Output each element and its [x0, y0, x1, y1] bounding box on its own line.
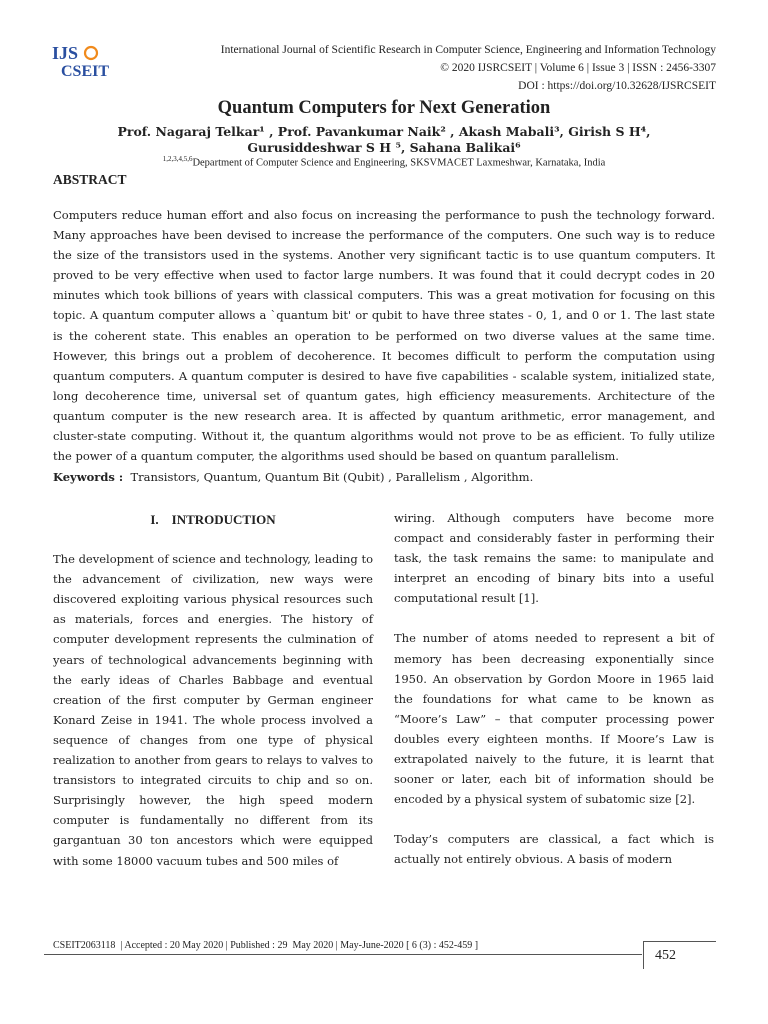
intro-paragraph-1: The development of science and technology, leading to the advancement of civilization, new ways were discovered exploiting various physical resources such as materials, forces and energies. The history of computer development represents the culmination of years of technological advancements beginning with the early ideas of Charles Babbage and eventual creation of the first computer by German engineer Konard Zeise in 1941. The whole process involved a sequence of changes from one type of physical realization to another from gears to relays to valves to transistors to integrated circuits to chip and so on. Surprisingly however, the high speed modern computer is fundamentally no different from its gargantuan 30 ton ancestors which were equipped with some 18000 vacuum tubes and 500 miles of — [53, 552, 373, 868]
volume-info: © 2020 IJSRCSEIT | Volume 6 | Issue 3 | ISSN : 2456-3307 — [440, 62, 716, 74]
keywords — [53, 470, 533, 484]
keywords-list: Transistors, Quantum, Quantum Bit (Qubit) , Parallelism , Algorithm. — [123, 470, 534, 484]
right-column — [394, 508, 714, 870]
logo-circle-icon — [85, 47, 97, 59]
abstract-body: Computers reduce human effort and also focus on increasing the performance to push the technology forward. Many approaches have been devised to increase the performance of the computers. One such way is to reduce the size of the transistors used in the systems. Another very significant tactic is to use quantum computers. It proved to be very effective when used to factor large numbers. It was found that it could decrypt codes in 20 minutes which took billions of years with classical computers. This was a great motivation for focusing on this topic. A quantum computer allows a `quantum bit' or qubit to have three states - 0, 1, and 0 or 1. The last state is the coherent state. This enables an operation to be performed on two diverse values at the same time. However, this brings out a problem of decoherence. It becomes difficult to perform the computation using quantum computers. A quantum computer is desired to have five capabilities - scalable system, initialized state, long decoherence time, universal set of quantum gates, high efficiency measurements. Architecture of the quantum computer is the new research area. It is affected by quantum arithmetic, error management, and cluster-state computing. Without it, the quantum algorithms would not prove to be as efficient. To fully utilize the power of a quantum computer, the algorithms used should be based on quantum parallelism. — [53, 208, 715, 464]
logo-text-top: IJS — [52, 43, 79, 63]
journal-name: International Journal of Scientific Research in Computer Science, Engineering and Information Technology — [220, 44, 716, 56]
intro-paragraph-2: wiring. Although computers have become more compact and considerably faster in performing their task, the task remains the same: to manipulate and interpret an encoding of binary bits into a useful computational result [1]. — [394, 511, 714, 606]
page-number: 452 — [655, 948, 676, 963]
left-column — [53, 510, 373, 871]
authors-line-2: Gurusiddeshwar S H ⁵, Sahana Balikai⁶ — [247, 140, 521, 155]
journal-logo — [50, 42, 120, 82]
abstract-heading: ABSTRACT — [53, 172, 127, 187]
authors-line-1: Prof. Nagaraj Telkar¹ , Prof. Pavankumar Naik² , Akash Mabali³, Girish S H⁴, — [117, 124, 651, 139]
footer-citation: CSEIT2063118 | Accepted : 20 May 2020 | Published : 29 May 2020 | May-June-2020 [ 6 (3) : 452-459 ] — [53, 940, 479, 951]
keywords-label: Keywords : — [53, 470, 124, 484]
intro-paragraph-4: Today’s computers are classical, a fact which is actually not entirely obvious. A basis of modern — [394, 832, 714, 867]
logo-text-bottom: CSEIT — [61, 63, 110, 80]
paper-title: Quantum Computers for Next Generation — [217, 98, 551, 118]
footer-divider — [44, 954, 642, 955]
doi-link[interactable]: DOI : https://doi.org/10.32628/IJSRCSEIT — [518, 80, 716, 92]
affiliation-superscript: 1,2,3,4,5,6 — [162, 155, 193, 163]
affiliation-text: Department of Computer Science and Engineering, SKSVMACET Laxmeshwar, Karnataka, India — [192, 157, 606, 169]
intro-paragraph-3: The number of atoms needed to represent a bit of memory has been decreasing exponentially since 1950. An observation by Gordon Moore in 1965 laid the foundations for what came to be known as “Moore’s Law” – that computer processing power doubles every eighteen months. If Moore’s Law is extrapolated naively to the future, it is learnt that sooner or later, each bit of information should be encoded by a physical system of subatomic size [2]. — [394, 631, 714, 807]
page-number-box — [643, 941, 716, 969]
affiliation — [0, 155, 768, 169]
introduction-heading: I. INTRODUCTION — [150, 512, 276, 527]
